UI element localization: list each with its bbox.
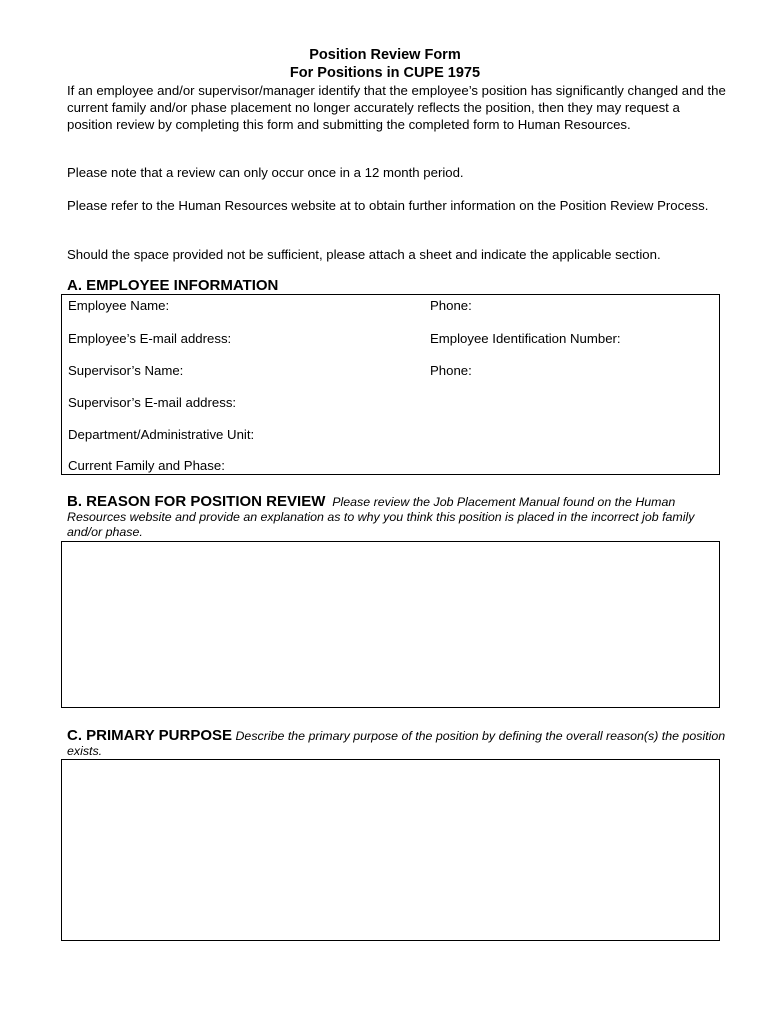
section-b-header <box>67 494 727 540</box>
section-b-description: Please review the Job Placement Manual found on the Human Resources website and provide an explanation as to why you think this position is placed in the incorrect job family and/or phase. <box>67 495 695 539</box>
review-frequency-note: Please note that a review can only occur once in a 12 month period. <box>67 165 464 180</box>
family-phase-label: Current Family and Phase: <box>68 458 225 473</box>
employee-id-label: Employee Identification Number: <box>430 331 621 346</box>
intro-paragraph: If an employee and/or supervisor/manager identify that the employee’s position has significantly changed and the current family and/or phase placement no longer accurately reflects the position, then they may request a position review by completing this form and submitting the completed form to Human Resources. <box>67 83 726 132</box>
form-title: Position Review Form <box>309 47 461 63</box>
employee-name-label: Employee Name: <box>68 298 170 313</box>
supervisor-name-label: Supervisor’s Name: <box>68 363 184 378</box>
section-a-heading: A. EMPLOYEE INFORMATION <box>67 277 279 294</box>
section-b-heading: B. REASON FOR POSITION REVIEW <box>67 493 326 510</box>
supervisor-email-label: Supervisor’s E-mail address: <box>68 395 237 410</box>
employee-phone-label: Phone: <box>430 298 472 313</box>
reason-for-review-textarea[interactable] <box>61 541 720 708</box>
form-subtitle: For Positions in CUPE 1975 <box>289 65 481 81</box>
employee-info-box <box>61 294 720 475</box>
supervisor-phone-label: Phone: <box>430 363 472 378</box>
website-reference-note: Please refer to the Human Resources website at to obtain further information on the Position Review Process. <box>67 198 709 213</box>
section-c-description: Describe the primary purpose of the position by defining the overall reason(s) the position exists. <box>67 729 726 758</box>
department-label: Department/Administrative Unit: <box>68 427 255 442</box>
section-c-header <box>67 728 727 759</box>
section-c-heading: C. PRIMARY PURPOSE <box>67 727 233 744</box>
employee-email-label: Employee’s E-mail address: <box>68 331 232 346</box>
primary-purpose-textarea[interactable] <box>61 759 720 941</box>
attach-sheet-note: Should the space provided not be sufficient, please attach a sheet and indicate the applicable section. <box>67 247 661 262</box>
